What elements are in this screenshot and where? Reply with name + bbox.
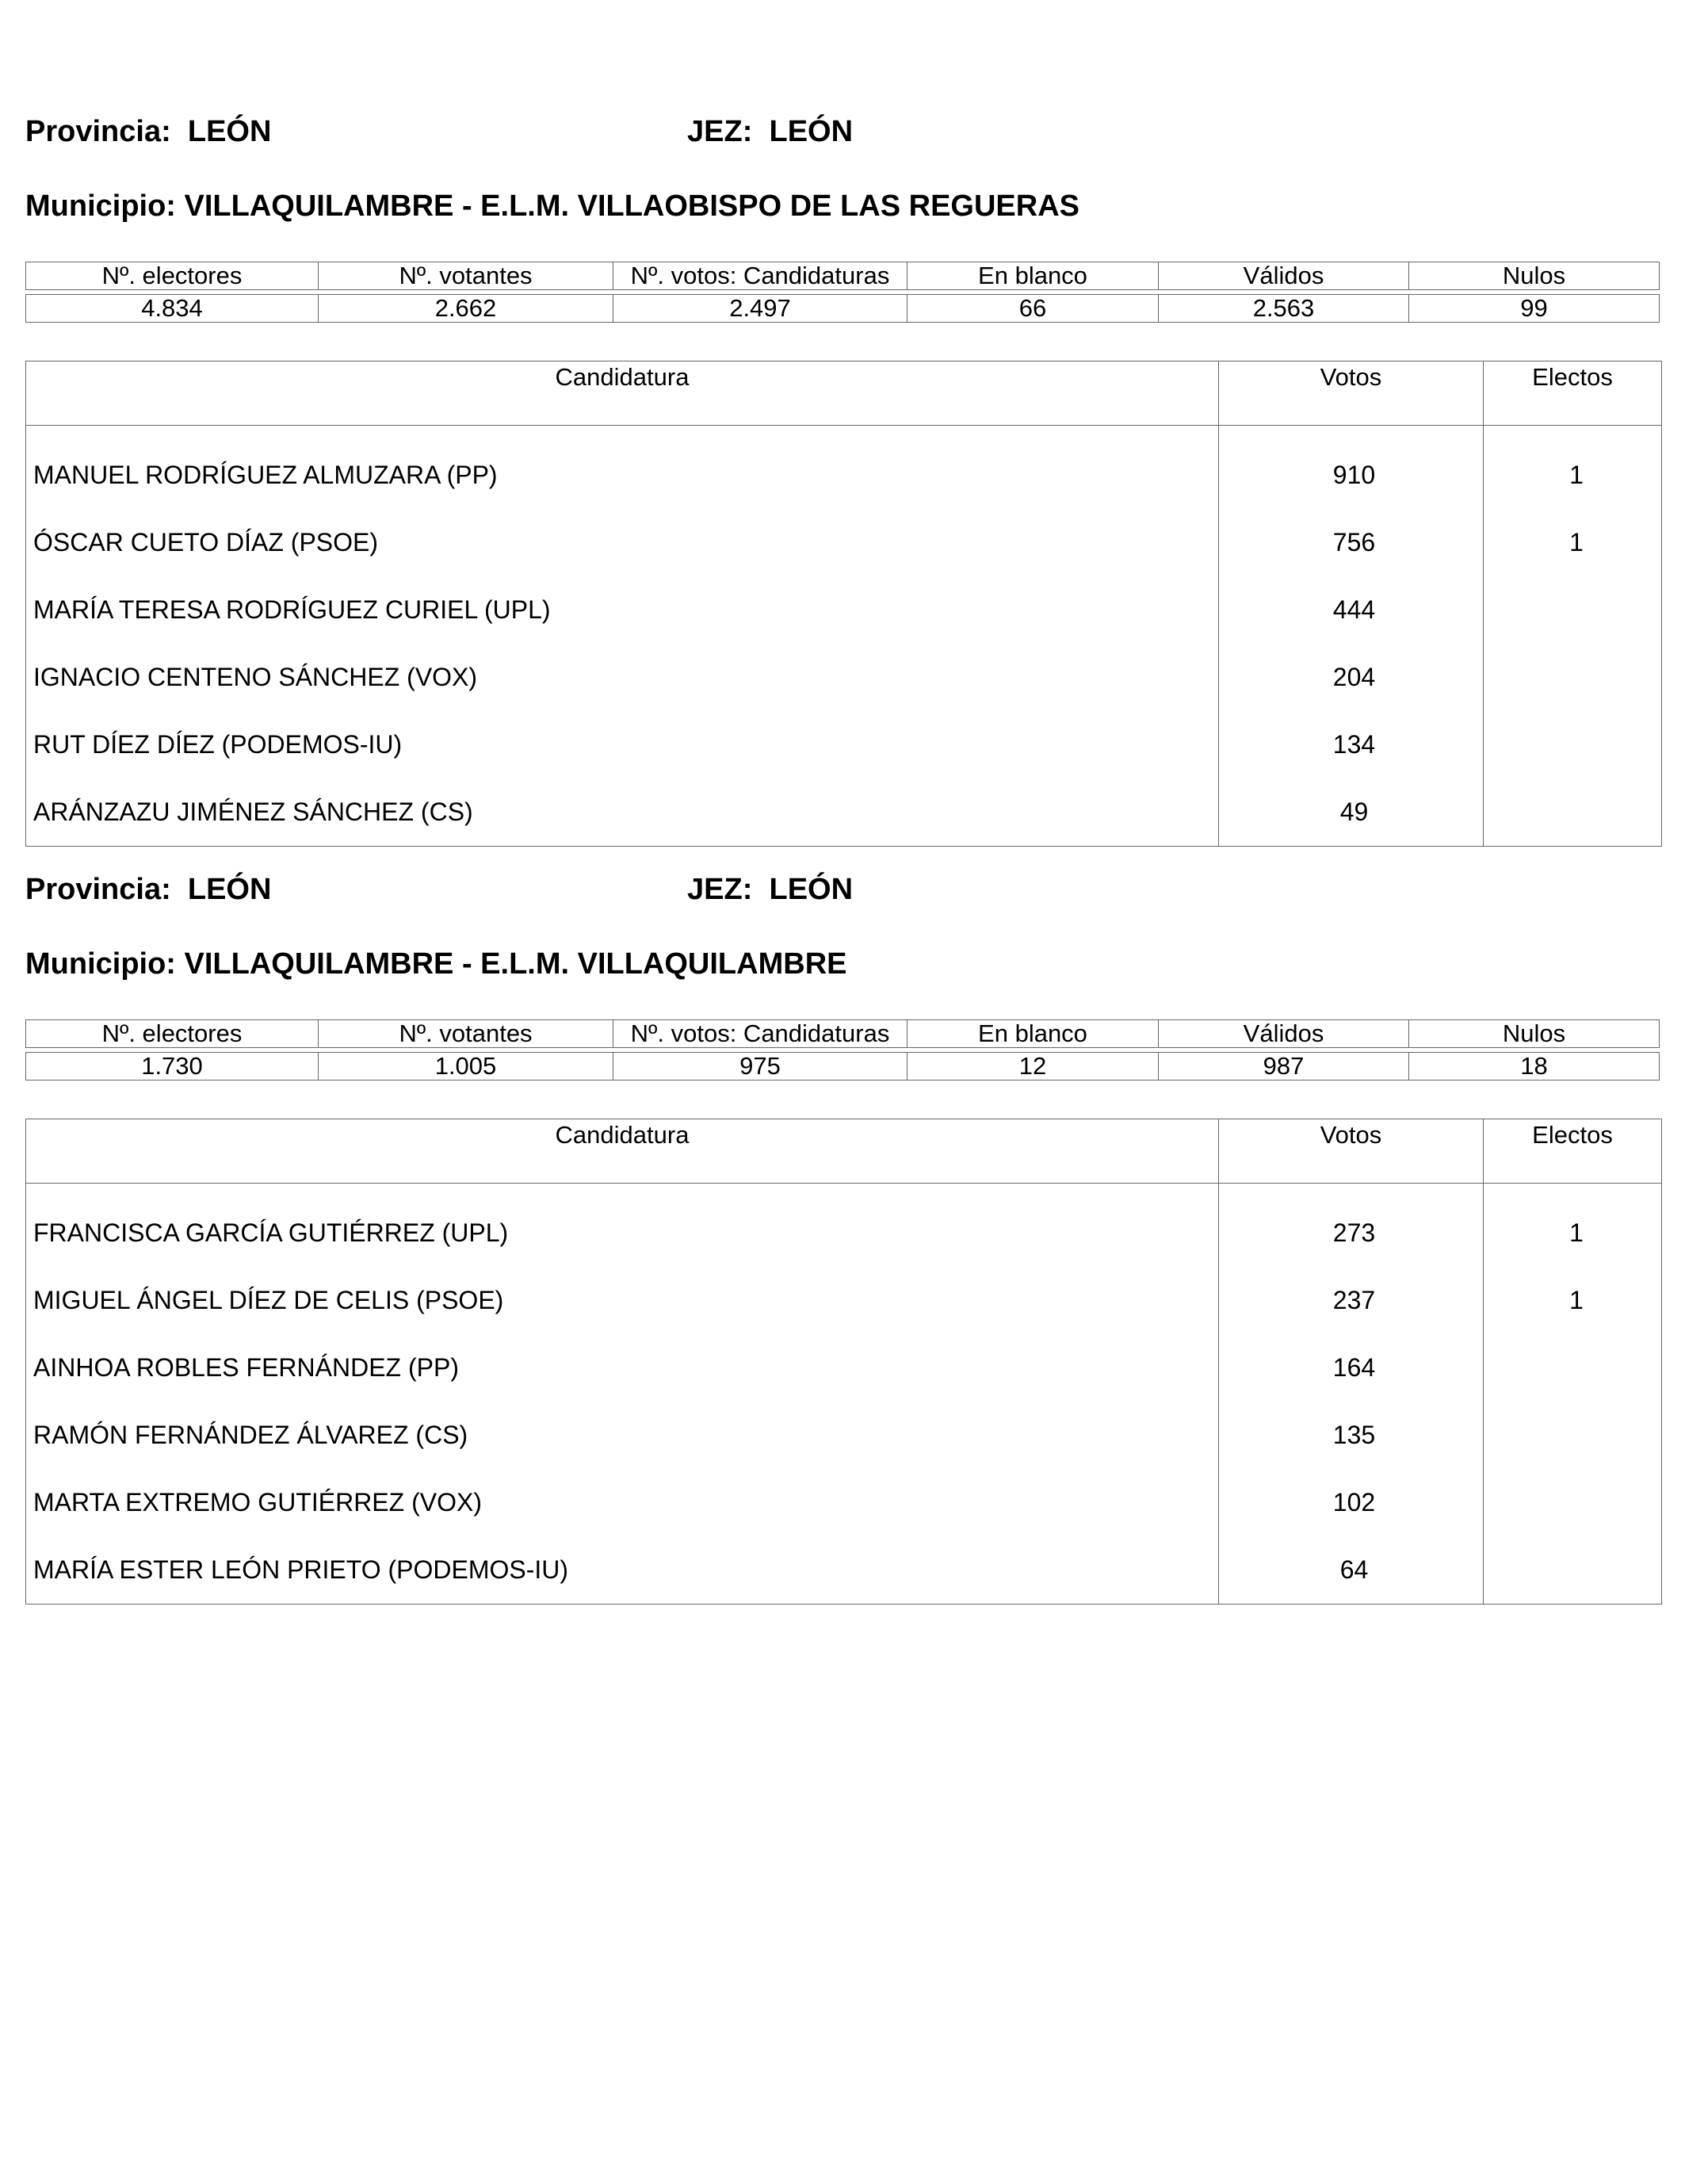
candidate-name: ARÁNZAZU JIMÉNEZ SÁNCHEZ (CS): [26, 778, 1219, 847]
value-votantes: 2.662: [319, 294, 613, 323]
jez-line: [687, 873, 853, 907]
summary-value-row: [25, 294, 1660, 323]
summary-table: [25, 258, 1660, 327]
candidate-electos: [1484, 1536, 1662, 1605]
candidate-votos: 135: [1219, 1402, 1484, 1469]
candidate-electos: 1: [1569, 461, 1584, 489]
provincia-value: LEÓN: [187, 873, 272, 906]
table-row: [26, 426, 1662, 510]
candidates-table: [25, 1119, 1662, 1605]
candidate-name: MARÍA ESTER LEÓN PRIETO (PODEMOS-IU): [26, 1536, 1219, 1605]
municipio-value: VILLAQUILAMBRE - E.L.M. VILLAQUILAMBRE: [184, 947, 847, 981]
value-votantes: 1.005: [319, 1052, 613, 1081]
municipio-value: VILLAQUILAMBRE - E.L.M. VILLAOBISPO DE LAS REGUERAS: [184, 189, 1080, 223]
header-votos-candidaturas: Nº. votos: Candidaturas: [613, 1019, 907, 1048]
candidate-name: FRANCISCA GARCÍA GUTIÉRREZ (UPL): [26, 1184, 1219, 1268]
value-electores: 1.730: [25, 1052, 319, 1081]
candidate-name: MIGUEL ÁNGEL DÍEZ DE CELIS (PSOE): [26, 1267, 1219, 1334]
value-en-blanco: 12: [907, 1052, 1159, 1081]
table-row: [26, 576, 1662, 644]
candidate-name: IGNACIO CENTENO SÁNCHEZ (VOX): [26, 644, 1219, 711]
candidate-electos: [1484, 1402, 1662, 1469]
header-votantes: Nº. votantes: [319, 1019, 613, 1048]
summary-table: [25, 1016, 1660, 1084]
candidate-votos: 134: [1219, 711, 1484, 778]
table-row: [26, 711, 1662, 778]
jez-label: JEZ:: [687, 115, 753, 148]
candidates-table: [25, 361, 1662, 847]
table-row: [26, 1402, 1662, 1469]
table-row: [26, 1536, 1662, 1605]
candidate-votos: 444: [1219, 576, 1484, 644]
header-en-blanco: En blanco: [907, 262, 1159, 290]
jez-label: JEZ:: [687, 873, 753, 906]
value-validos: 987: [1159, 1052, 1409, 1081]
candidate-electos: [1484, 711, 1662, 778]
candidate-electos: [1484, 778, 1662, 847]
candidate-electos: [1484, 576, 1662, 644]
provincia-label: Provincia:: [25, 873, 171, 906]
candidate-name: RUT DÍEZ DÍEZ (PODEMOS-IU): [26, 711, 1219, 778]
header-candidatura: Candidatura: [26, 1119, 1219, 1184]
municipio-label: Municipio:: [25, 189, 176, 223]
table-row: [26, 509, 1662, 576]
candidate-votos: 164: [1219, 1334, 1484, 1402]
value-validos: 2.563: [1159, 294, 1409, 323]
municipio-line: [25, 947, 846, 981]
header-candidatura: Candidatura: [26, 361, 1219, 426]
jez-value: LEÓN: [769, 115, 854, 148]
candidate-electos: [1484, 1334, 1662, 1402]
value-votos-candidaturas: 2.497: [613, 294, 907, 323]
value-electores: 4.834: [25, 294, 319, 323]
header-electos: Electos: [1484, 1119, 1662, 1184]
table-row: [26, 1267, 1662, 1334]
candidate-votos: 49: [1219, 778, 1484, 847]
value-nulos: 18: [1409, 1052, 1660, 1081]
table-row: [26, 778, 1662, 847]
candidate-name: MARTA EXTREMO GUTIÉRREZ (VOX): [26, 1469, 1219, 1536]
candidate-electos: 1: [1569, 528, 1584, 557]
header-validos: Válidos: [1159, 262, 1409, 290]
candidate-electos: [1484, 1469, 1662, 1536]
candidates-header-row: [26, 1119, 1662, 1184]
table-row: [26, 1334, 1662, 1402]
municipio-label: Municipio:: [25, 947, 176, 981]
summary-value-row: [25, 1052, 1660, 1081]
header-electos: Electos: [1484, 361, 1662, 426]
value-votos-candidaturas: 975: [613, 1052, 907, 1081]
header-votos-candidaturas: Nº. votos: Candidaturas: [613, 262, 907, 290]
header-nulos: Nulos: [1409, 1019, 1660, 1048]
municipio-line: [25, 189, 1079, 224]
table-row: [26, 644, 1662, 711]
candidate-electos: [1484, 644, 1662, 711]
candidate-votos: 756: [1219, 509, 1484, 576]
candidate-name: ÓSCAR CUETO DÍAZ (PSOE): [26, 509, 1219, 576]
provincia-line: [25, 873, 271, 907]
header-electores: Nº. electores: [25, 262, 319, 290]
candidate-name: RAMÓN FERNÁNDEZ ÁLVAREZ (CS): [26, 1402, 1219, 1469]
candidate-name: MARÍA TERESA RODRÍGUEZ CURIEL (UPL): [26, 576, 1219, 644]
table-row: [26, 1184, 1662, 1268]
table-row: [26, 1469, 1662, 1536]
candidate-votos: 910: [1219, 426, 1484, 510]
header-en-blanco: En blanco: [907, 1019, 1159, 1048]
candidate-votos: 237: [1219, 1267, 1484, 1334]
header-votantes: Nº. votantes: [319, 262, 613, 290]
candidate-electos: 1: [1569, 1286, 1584, 1314]
value-en-blanco: 66: [907, 294, 1159, 323]
candidate-votos: 64: [1219, 1536, 1484, 1605]
candidate-votos: 273: [1219, 1184, 1484, 1268]
provincia-line: [25, 115, 271, 149]
summary-header-row: [25, 1019, 1660, 1048]
provincia-value: LEÓN: [187, 115, 272, 148]
jez-line: [687, 115, 853, 149]
candidates-header-row: [26, 361, 1662, 426]
header-validos: Válidos: [1159, 1019, 1409, 1048]
candidate-electos: 1: [1569, 1218, 1584, 1247]
candidate-name: AINHOA ROBLES FERNÁNDEZ (PP): [26, 1334, 1219, 1402]
header-votos: Votos: [1219, 361, 1484, 426]
value-nulos: 99: [1409, 294, 1660, 323]
header-nulos: Nulos: [1409, 262, 1660, 290]
summary-header-row: [25, 262, 1660, 290]
candidate-votos: 204: [1219, 644, 1484, 711]
header-electores: Nº. electores: [25, 1019, 319, 1048]
provincia-label: Provincia:: [25, 115, 171, 148]
jez-value: LEÓN: [769, 873, 854, 906]
candidate-name: MANUEL RODRÍGUEZ ALMUZARA (PP): [26, 426, 1219, 510]
header-votos: Votos: [1219, 1119, 1484, 1184]
candidate-votos: 102: [1219, 1469, 1484, 1536]
